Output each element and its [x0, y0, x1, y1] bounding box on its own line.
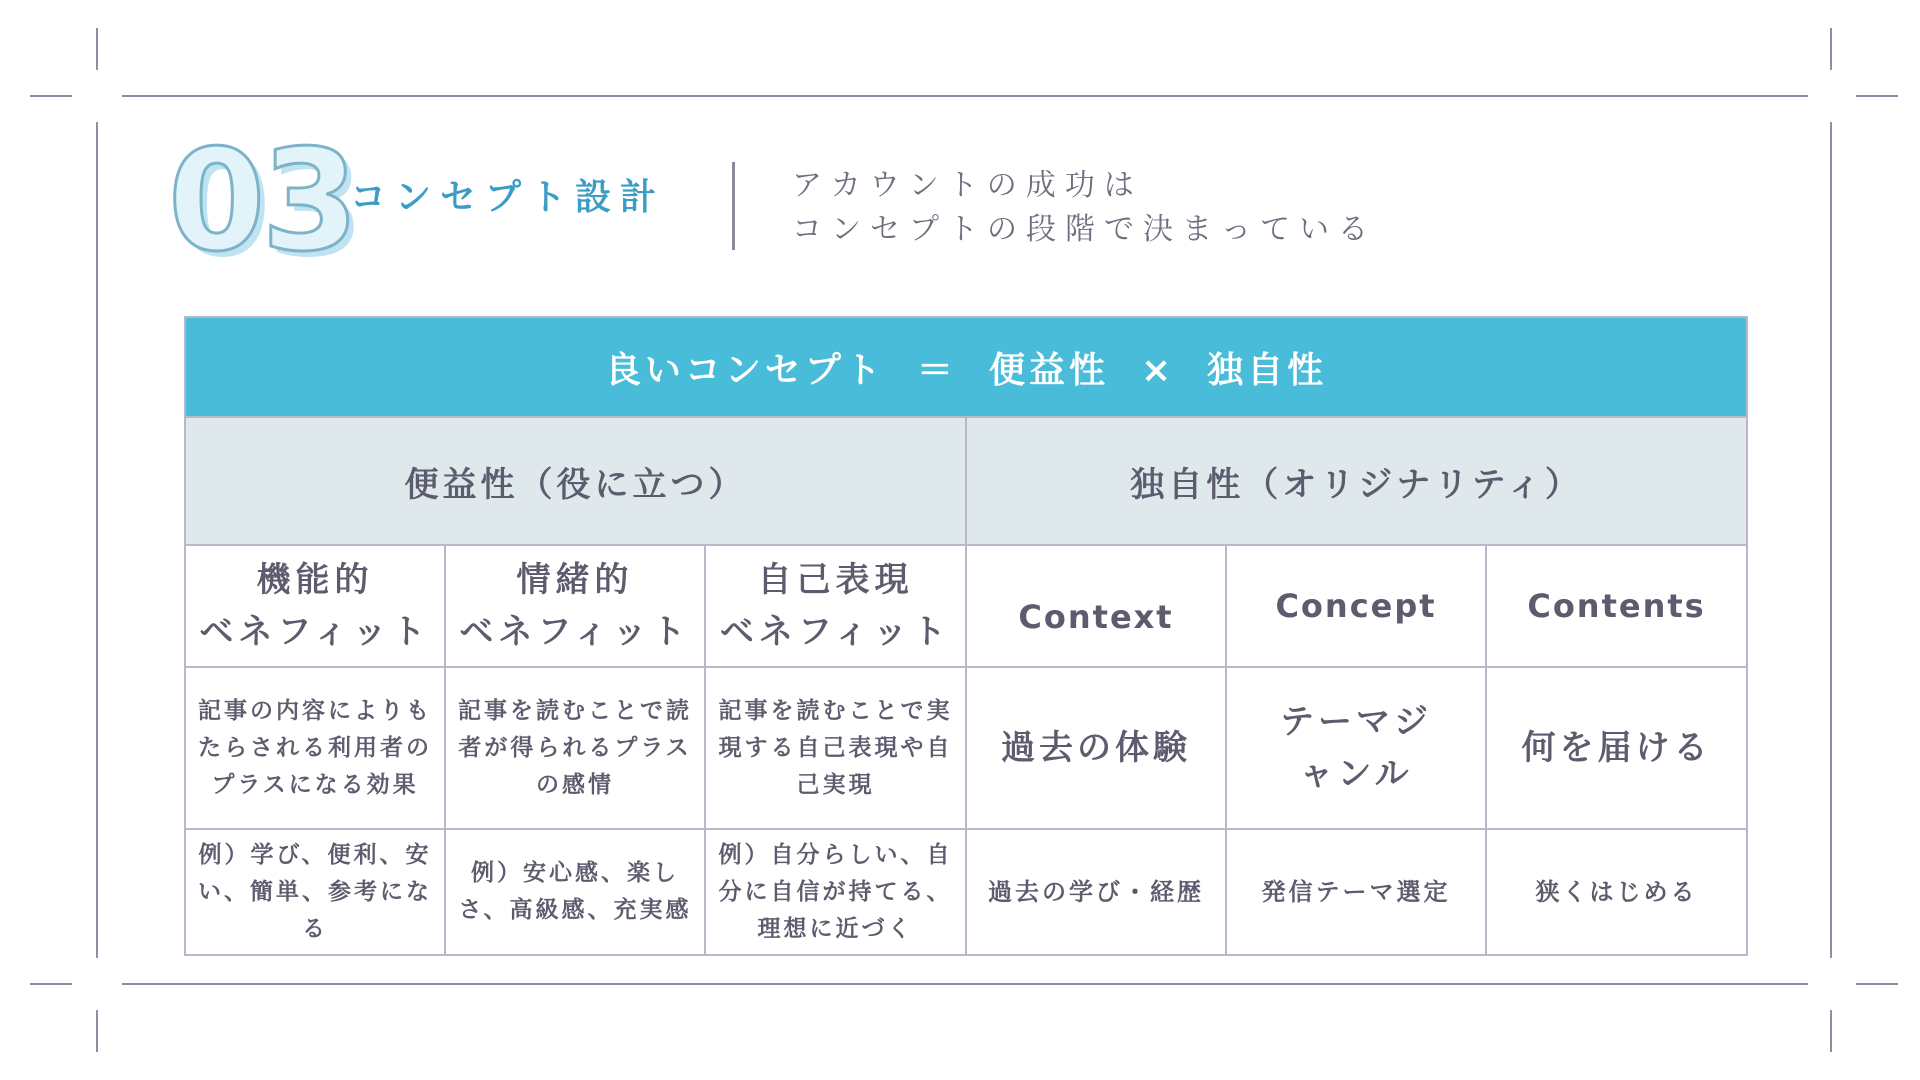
description-cell: テーマジャンル	[1226, 667, 1486, 829]
header-divider	[732, 162, 735, 250]
column-label-line: ベネフィット	[199, 612, 431, 652]
crop-mark	[96, 28, 98, 70]
column-label-line: 機能的	[256, 560, 374, 600]
column-label-line: 情緒的	[516, 560, 634, 600]
table-example-row	[185, 829, 1747, 955]
column-context: Context	[966, 545, 1226, 667]
table-group-row	[185, 417, 1747, 545]
crop-mark	[1856, 95, 1898, 97]
frame-left-line	[96, 122, 98, 958]
crop-mark	[96, 1010, 98, 1052]
example-cell: 例）自分らしい、自分に自信が持てる、理想に近づく	[705, 829, 966, 955]
tagline	[792, 164, 1377, 252]
formula-originality: 独自性	[1207, 349, 1328, 391]
crop-mark	[1856, 983, 1898, 985]
column-label-line: ベネフィット	[719, 612, 952, 652]
column-concept: Concept	[1226, 545, 1486, 667]
tagline-line-1: アカウントの成功は	[792, 168, 1143, 203]
description-cell: 記事を読むことで実現する自己表現や自己実現	[705, 667, 966, 829]
tagline-line-2: コンセプトの段階で決まっている	[792, 212, 1377, 247]
table-title-row	[185, 317, 1747, 417]
section-number: 03	[168, 120, 355, 283]
concept-formula	[185, 317, 1747, 417]
crop-mark	[30, 983, 72, 985]
frame-top-line	[122, 95, 1808, 97]
formula-good-concept: 良いコンセプト	[604, 349, 885, 391]
description-cell: 記事を読むことで読者が得られるプラスの感情	[445, 667, 705, 829]
frame-right-line	[1830, 122, 1832, 958]
formula-equals: ＝	[916, 349, 957, 391]
concept-table	[184, 316, 1748, 956]
section-title: コンセプト設計	[350, 177, 666, 218]
example-cell: 狭くはじめる	[1486, 829, 1747, 955]
description-cell: 何を届ける	[1486, 667, 1747, 829]
group-benefit: 便益性（役に立つ）	[185, 417, 966, 545]
formula-times: ×	[1140, 349, 1176, 391]
example-cell: 例）安心感、楽しさ、高級感、充実感	[445, 829, 705, 955]
example-cell: 過去の学び・経歴	[966, 829, 1226, 955]
column-label-line: 自己表現	[757, 560, 914, 600]
column-label-line: ベネフィット	[459, 612, 691, 652]
formula-benefit: 便益性	[988, 349, 1109, 391]
group-originality: 独自性（オリジナリティ）	[966, 417, 1747, 545]
column-functional-benefit	[185, 545, 445, 667]
crop-mark	[30, 95, 72, 97]
example-cell: 発信テーマ選定	[1226, 829, 1486, 955]
column-self-expression-benefit	[705, 545, 966, 667]
description-cell: 過去の体験	[966, 667, 1226, 829]
example-cell: 例）学び、便利、安い、簡単、参考になる	[185, 829, 445, 955]
crop-mark	[1830, 28, 1832, 70]
column-contents: Contents	[1486, 545, 1747, 667]
column-emotional-benefit	[445, 545, 705, 667]
table-column-header-row	[185, 545, 1747, 667]
description-cell: 記事の内容によりもたらされる利用者のプラスになる効果	[185, 667, 445, 829]
table-description-row	[185, 667, 1747, 829]
crop-mark	[1830, 1010, 1832, 1052]
frame-bottom-line	[122, 983, 1808, 985]
